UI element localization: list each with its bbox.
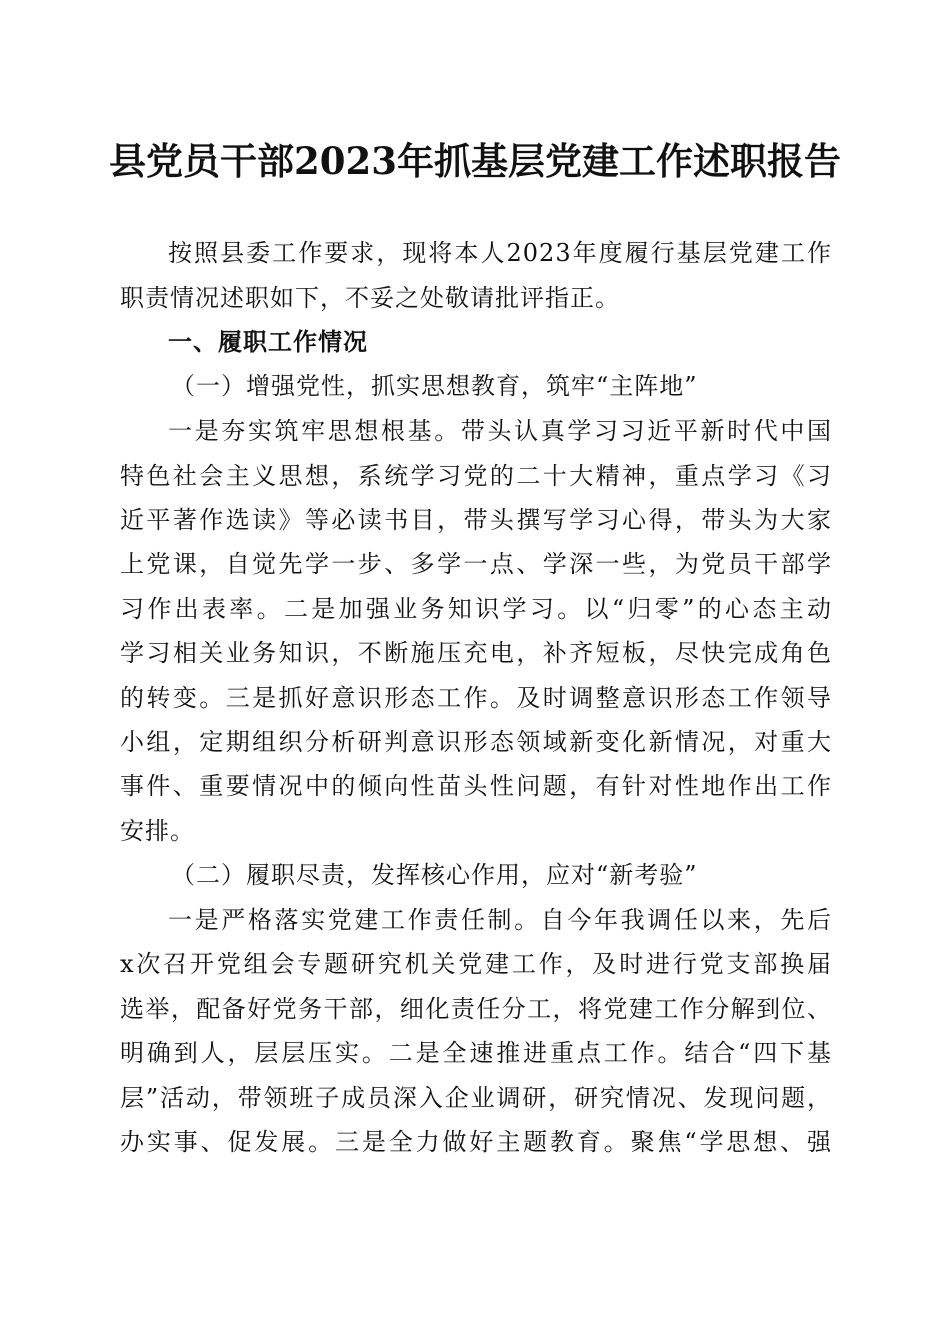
paragraph-line: 一是严格落实党建工作责任制。自今年我调任以来，先后: [168, 906, 832, 934]
paragraph-line: 学习相关业务知识，不断施压充电，补齐短板，尽快完成角色: [120, 639, 832, 667]
paragraph-line: 习作出表率。二是加强业务知识学习。以“归零”的心态主动: [120, 595, 832, 623]
paragraph-line: 近平著作选读》等必读书目，带头撰写学习心得，带头为大家: [120, 506, 832, 534]
paragraph-line: 小组，定期组织分析研判意识形态领域新变化新情况，对重大: [120, 728, 832, 756]
subsection-heading: （一）增强党性，抓实思想教育，筑牢“主阵地”: [171, 372, 698, 400]
paragraph-line: 事件、重要情况中的倾向性苗头性问题，有针对性地作出工作: [120, 772, 832, 800]
paragraph-line: x次召开党组会专题研究机关党建工作，及时进行党支部换届: [120, 950, 832, 978]
document-title: 县党员干部2023年抓基层党建工作述职报告: [109, 139, 841, 183]
paragraph-line: 职责情况述职如下，不妥之处敬请批评指正。: [120, 284, 620, 312]
paragraph-line: 层”活动，带领班子成员深入企业调研，研究情况、发现问题，: [120, 1084, 832, 1112]
paragraph-line: 选举，配备好党务干部，细化责任分工，将党建工作分解到位、: [120, 995, 832, 1023]
subsection-heading: （二）履职尽责，发挥核心作用，应对“新考验”: [171, 861, 698, 889]
paragraph-line: 安排。: [120, 817, 195, 845]
section-heading: 一、履职工作情况: [168, 327, 368, 356]
paragraph-line: 特色社会主义思想，系统学习党的二十大精神，重点学习《习: [120, 462, 832, 490]
paragraph-line: 办实事、促发展。三是全力做好主题教育。聚焦“学思想、强: [120, 1128, 832, 1156]
paragraph-line: 一是夯实筑牢思想根基。带头认真学习习近平新时代中国: [168, 417, 832, 445]
paragraph-line: 的转变。三是抓好意识形态工作。及时调整意识形态工作领导: [120, 684, 832, 712]
paragraph-line: 上党课，自觉先学一步、多学一点、学深一些，为党员干部学: [120, 550, 832, 578]
paragraph-line: 按照县委工作要求，现将本人2023年度履行基层党建工作: [168, 239, 832, 267]
paragraph-line: 明确到人，层层压实。二是全速推进重点工作。结合“四下基: [120, 1039, 832, 1067]
